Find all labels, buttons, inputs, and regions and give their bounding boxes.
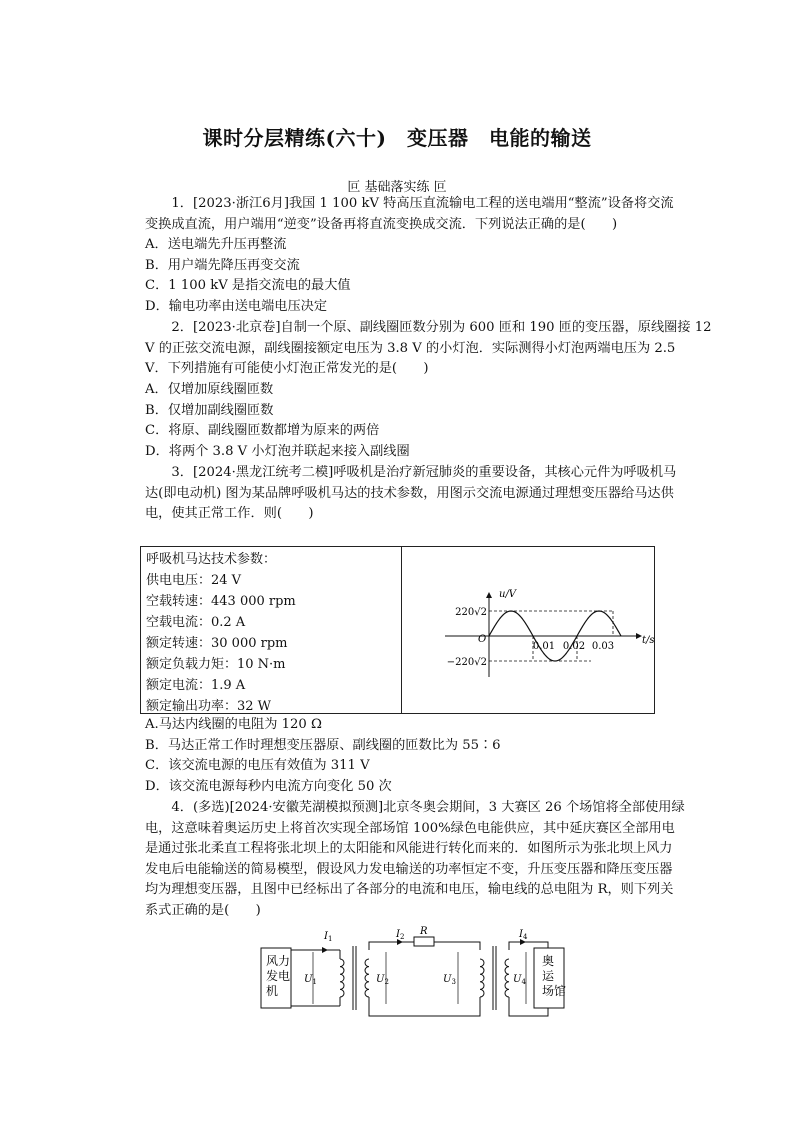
- x-axis-label: t/s: [642, 635, 655, 646]
- param-item: 额定输出功率：32 W: [146, 699, 272, 714]
- primary-coil-1: [340, 959, 344, 997]
- q2-option-a: A．仅增加原线圈匝数: [145, 382, 274, 397]
- q2-line: V．下列措施有可能使小灯泡正常发光的是( ): [145, 361, 429, 376]
- q1-option-c: C．1 100 kV 是指交流电的最大值: [145, 278, 351, 293]
- param-item: 供电电压：24 V: [146, 573, 242, 588]
- tick-label: 0.02: [562, 641, 586, 652]
- question-1-stem: [145, 194, 675, 235]
- generator-label: 风力发电机: [266, 954, 291, 998]
- question-2-stem: [145, 318, 712, 380]
- current-label-i2: $I_2$: [396, 929, 405, 941]
- table-divider: [401, 547, 402, 713]
- voltage-label-u3: $U_3$: [443, 974, 456, 986]
- origin-label: O: [478, 634, 487, 645]
- secondary-coil-2: [505, 959, 509, 997]
- param-item: 额定电流：1.9 A: [146, 678, 246, 693]
- q2-line: 2．[2023·北京卷]自制一个原、副线圈匝数分别为 600 匝和 190 匝的变压器，原线圈接 12: [171, 320, 712, 335]
- power-transmission-circuit: [258, 924, 588, 1024]
- q1-line: 变换成直流，用户端用“逆变”设备再将直流变换成交流．下列说法正确的是( ): [145, 216, 618, 232]
- min-value-label: −220√2: [446, 657, 487, 668]
- venue-label: 奥运场馆: [542, 954, 567, 998]
- section-heading: 叵 基础落实练 叵: [347, 180, 447, 195]
- q4-line: 4．(多选)[2024·安徽芜湖模拟预测]北京冬奥会期间，3 大赛区 26 个场馆将全部使用绿: [171, 800, 685, 815]
- q4-line: 电，这意味着奥运历史上将首次实现全部场馆 100%绿色电能供应，其中延庆赛区全部用电: [145, 820, 675, 836]
- line-resistor: [414, 937, 434, 946]
- q3-option-d: D．该交流电源每秒内电流方向变化 50 次: [145, 779, 392, 794]
- q3-option-c: C．该交流电源的电压有效值为 311 V: [145, 758, 370, 773]
- question-4-stem: [145, 798, 685, 921]
- current-label-i1: $I_1$: [324, 931, 333, 943]
- param-item: 额定转速：30 000 rpm: [146, 636, 288, 651]
- tick-label: 0.03: [591, 641, 615, 652]
- voltage-label-u2: $U_2$: [376, 974, 389, 986]
- q4-line: 系式正确的是( ): [145, 902, 261, 918]
- q1-option-a: A．送电端先升压再整流: [145, 237, 287, 252]
- page-title: 课时分层精练(六十) 变压器 电能的输送: [202, 126, 592, 150]
- question-3-stem: [145, 463, 675, 525]
- q4-line: 是通过张北柔直工程将张北坝上的太阳能和风能进行转化而来的．如图所示为张北坝上风力: [145, 841, 673, 856]
- voltage-label-u4: $U_4$: [513, 974, 526, 986]
- y-axis-label: u/V: [499, 589, 517, 600]
- q4-line: 发电后电能输送的简易模型，假设风力发电输送的功率恒定不变，升压变压器和降压变压器: [145, 861, 673, 877]
- q3-option-a: A.马达内线圈的电阻为 120 Ω: [145, 717, 322, 732]
- motor-parameters: [146, 549, 296, 717]
- q2-option-d: D．将两个 3.8 V 小灯泡并联起来接入副线圈: [145, 444, 410, 459]
- q1-option-d: D．输电功率由送电端电压决定: [145, 299, 328, 314]
- secondary-coil-1: [365, 959, 369, 997]
- q2-option-b: B．仅增加副线圈匝数: [145, 403, 274, 418]
- q3-line: 3．[2024·黑龙江统考二模]呼吸机是治疗新冠肺炎的重要设备，其核心元件为呼吸机马: [171, 465, 677, 480]
- q2-option-c: C．将原、副线圈匝数都增为原来的两倍: [145, 423, 380, 438]
- q3-line: 达(即电动机) 图为某品牌呼吸机马达的技术参数，用图示交流电源通过理想变压器给马达供: [145, 485, 674, 501]
- param-item: 额定负载力矩：10 N·m: [146, 657, 286, 672]
- param-item: 空载电流：0.2 A: [146, 615, 246, 630]
- param-item: 空载转速：443 000 rpm: [146, 594, 296, 609]
- max-value-label: 220√2: [455, 607, 487, 618]
- resistor-label: R: [420, 926, 428, 937]
- primary-coil-2: [480, 959, 484, 997]
- q4-line: 均为理想变压器，且图中已经标出了各部分的电流和电压，输电线的总电阻为 R，则下列关: [145, 882, 674, 897]
- param-heading: 呼吸机马达技术参数：: [146, 552, 277, 567]
- tick-label: 0.01: [532, 641, 556, 652]
- voltage-waveform-graph: [441, 587, 656, 679]
- voltage-label-u1: $U_1$: [304, 974, 317, 986]
- q2-line: V 的正弦交流电源，副线圈接额定电压为 3.8 V 的小灯泡．实际测得小灯泡两端电压为 2.5: [145, 340, 676, 356]
- current-label-i4: $I_4$: [519, 929, 528, 941]
- q3-option-b: B．马达正常工作时理想变压器原、副线圈的匝数比为 55∶6: [145, 738, 501, 753]
- q1-line: 1．[2023·浙江6月]我国 1 100 kV 特高压直流输电工程的送电端用“整流”设备将交流: [171, 196, 674, 211]
- motor-spec-table: [140, 546, 655, 714]
- q1-option-b: B．用户端先降压再变交流: [145, 258, 300, 273]
- q3-line: 电，使其正常工作．则( ): [145, 506, 314, 521]
